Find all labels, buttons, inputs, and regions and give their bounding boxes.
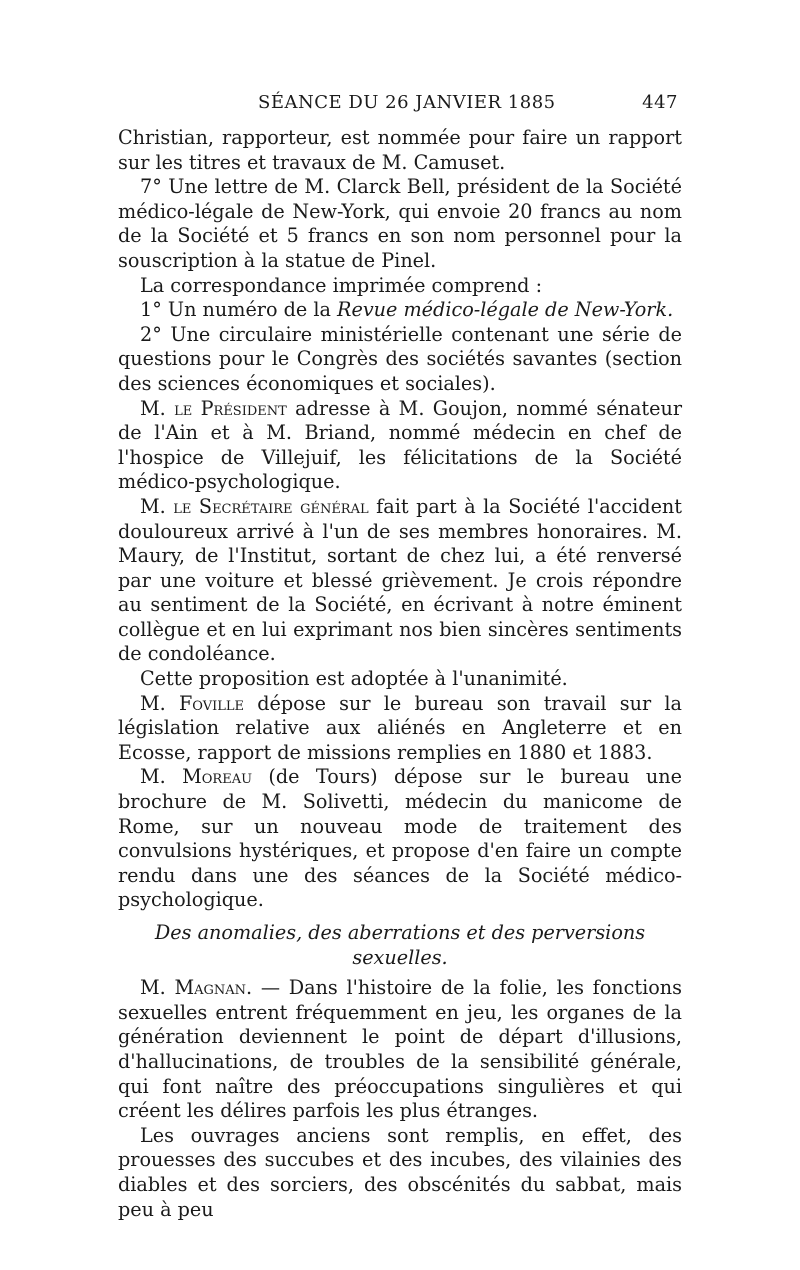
section-heading: Des anomalies, des aberrations et des perversions sexuelles. (154, 921, 646, 969)
page-header (118, 92, 682, 126)
paragraph-7 (118, 495, 682, 667)
paragraph-6-text: adresse à M. Goujon, nommé sénateur de l'Ain et à M. Briand, nommé médecin en chef de l'hospice de Villejuif, les félicitations de la Société médico-psychologique. (118, 396, 682, 494)
paragraph-8: Cette proposition est adoptée à l'unanimité. (140, 667, 568, 691)
speaker-magnan: M. Magnan. (140, 976, 253, 1000)
paragraph-4-text: 1° Un numéro de la (140, 298, 338, 322)
paragraph-2: 7° Une lettre de M. Clarck Bell, président de la Société médico-légale de New-York, qui envoie 20 francs au nom de la Société et 5 francs en son nom personnel pour la souscription à la statue de Pinel. (118, 175, 682, 272)
paragraph-1: Christian, rapporteur, est nommée pour faire un rapport sur les titres et travaux de M. Camuset. (118, 126, 682, 174)
speaker-moreau: M. Moreau (140, 765, 253, 789)
paragraph-5: 2° Une circulaire ministérielle contenant une série de questions pour le Congrès des sociétés savantes (section des sciences économiques et sociales). (118, 322, 682, 395)
paragraph-9 (118, 692, 682, 766)
paragraph-3: La correspondance imprimée comprend : (140, 273, 543, 297)
paragraph-10 (118, 765, 682, 913)
paragraph-7-text: fait part à la Société l'accident douloureux arrivé à l'un de ses membres honoraires. M. Maury, de l'Institut, sortant de chez lui, a été renversé par une voiture et blessé grièvement. Je crois répondre au sentiment de la Société, en écrivant à notre éminent collègue et en lui exprimant nos bien sincères sentiments de condoléance. (118, 494, 682, 666)
speaker-secretary: M. le Secrétaire général (140, 494, 369, 518)
paragraph-4 (118, 298, 682, 323)
paragraph-12: Les ouvrages anciens sont remplis, en effet, des prouesses des succubes et des incubes, des vilainies des diables et des sorciers, des obscénités du sabbat, mais peu à peu (118, 1123, 682, 1221)
paragraph-9-text: dépose sur le bureau son travail sur la législation relative aux aliénés en Angleterre et en Ecosse, rapport de missions remplies en 1880 et 1883. (118, 691, 682, 764)
paragraph-10-text: (de Tours) dépose sur le bureau une brochure de M. Solivetti, médecin du manicome de Rome, sur un nouveau mode de traitement des convulsions hystériques, et propose d'en faire un compte rendu dans une des séances de la Société médico-psychologique. (118, 765, 682, 912)
speaker-foville: M. Foville (140, 691, 245, 715)
paragraph-11-text: — Dans l'histoire de la folie, les fonctions sexuelles entrent fréquemment en jeu, les organes de la génération deviennent le point de départ d'illusions, d'hallucinations, de troubles de la sensibilité générale, qui font naître des préoccupations singulières et qui créent les délires parfois les plus étranges. (118, 976, 682, 1123)
page-number: 447 (642, 92, 678, 113)
journal-title: Revue médico-légale de New-York. (337, 298, 674, 322)
paragraph-6 (118, 397, 682, 495)
body-text (118, 126, 682, 1222)
running-title: SÉANCE DU 26 JANVIER 1885 (258, 92, 556, 113)
speaker-president: M. le Président (140, 396, 287, 420)
paragraph-11 (118, 976, 682, 1124)
